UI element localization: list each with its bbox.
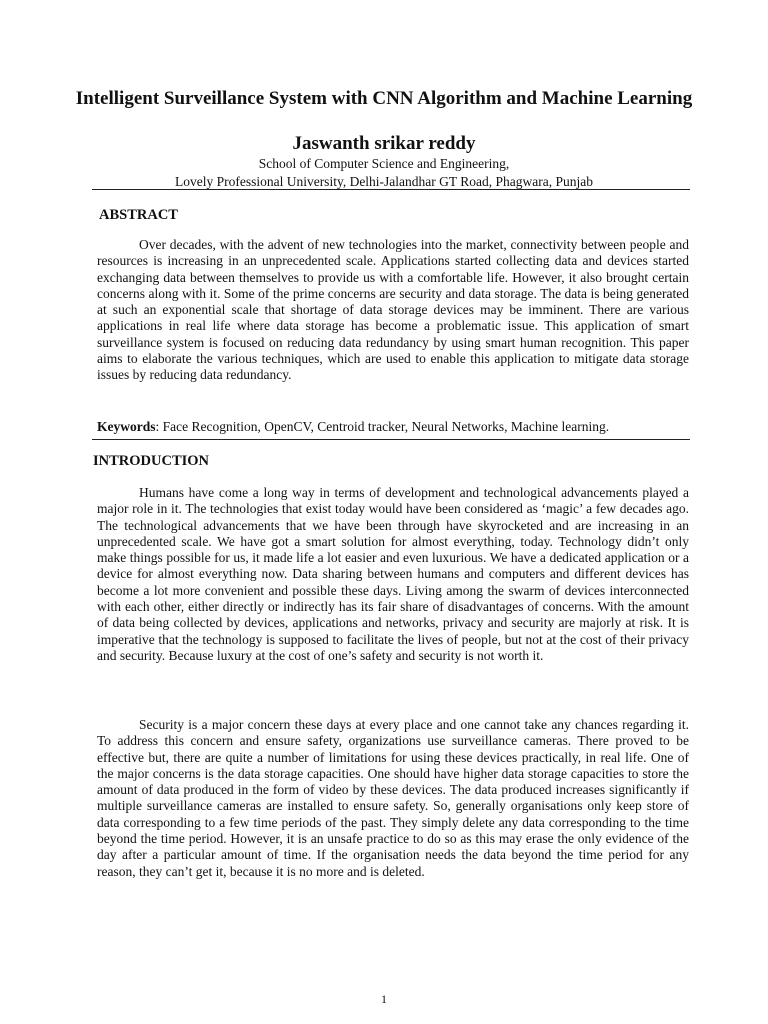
paper-author: Jaswanth srikar reddy (292, 133, 476, 154)
page-number: 1 (381, 992, 387, 1006)
affiliation-line-1: School of Computer Science and Engineering, (258, 156, 510, 171)
header-divider (92, 189, 690, 190)
paper-affiliation (0, 155, 768, 191)
keywords-underline (92, 439, 690, 440)
keywords-line (97, 419, 697, 435)
affiliation-line-2: Lovely Professional University, Delhi-Jalandhar GT Road, Phagwara, Punjab (174, 174, 594, 189)
keywords-text: : Face Recognition, OpenCV, Centroid tracker, Neural Networks, Machine learning. (155, 419, 610, 434)
abstract-heading: ABSTRACT (99, 207, 178, 223)
introduction-paragraph-1: Humans have come a long way in terms of development and technological advancements played a major role in it. The technologies that exist today would have been considered as ‘magic’ a few decades ago. The technological advancements that we have been through have skyrocketed and are increasing in an unprecedented scale. We have got a smart solution for almost everything, today. Technology didn’t only make things possible for us, it made life a lot easier and even luxurious. We have a dedicated application or a device for almost everything now. Data sharing between humans and computers and different devices has become a lot more convenient and possible these days. Living among the swarm of devices interconnected with each other, either directly or indirectly has its fair share of disadvantages of concerns. With the amount of data being collected by devices, applications and networks, privacy and security are majorly at risk. It is imperative that the technology is supposed to facilitate the lives of people, but not at the cost of their privacy and security. Because luxury at the cost of one’s safety and security is not worth it. (97, 485, 689, 663)
abstract-text: Over decades, with the advent of new technologies into the market, connectivity between people and resources is increasing in an unprecedented scale. Applications started collecting data and devices started exchanging data between themselves to provide us with a comfortable life. However, it also brought certain concerns along with it. Some of the prime concerns are security and data storage. The data is being generated at such an exponential scale that shortage of data storage devices may be imminent. There are various applications in real life where data storage has become a problematic issue. This application of smart surveillance system is focused on reducing data redundancy by using smart human recognition. This paper aims to elaborate the various techniques, which are used to enable this application to mitigate data storage issues by reducing data redundancy. (97, 237, 689, 383)
keywords-label: Keywords (97, 419, 156, 434)
paper-title: Intelligent Surveillance System with CNN Algorithm and Machine Learning (75, 88, 693, 109)
introduction-paragraph-2: Security is a major concern these days at every place and one cannot take any chances regarding it. To address this concern and ensure safety, organizations use surveillance cameras. There proved to be effective but, there are quite a number of limitations for using these devices practically, in real life. One of the major concerns is the data storage capacities. One should have higher data storage capacities to store the amount of data produced in the form of video by these devices. The data produced increases significantly if multiple surveillance cameras are installed to ensure safety. So, generally organisations only keep store of data corresponding to a few time periods of the past. They simply delete any data corresponding to the time beyond the time period. However, it is an unsafe practice to do so as this may erase the only evidence of the day after a particular amount of time. If the organisation needs the data beyond the time period for any reason, they can’t get it, because it is no more and is deleted. (97, 717, 689, 879)
introduction-heading: INTRODUCTION (93, 453, 210, 469)
